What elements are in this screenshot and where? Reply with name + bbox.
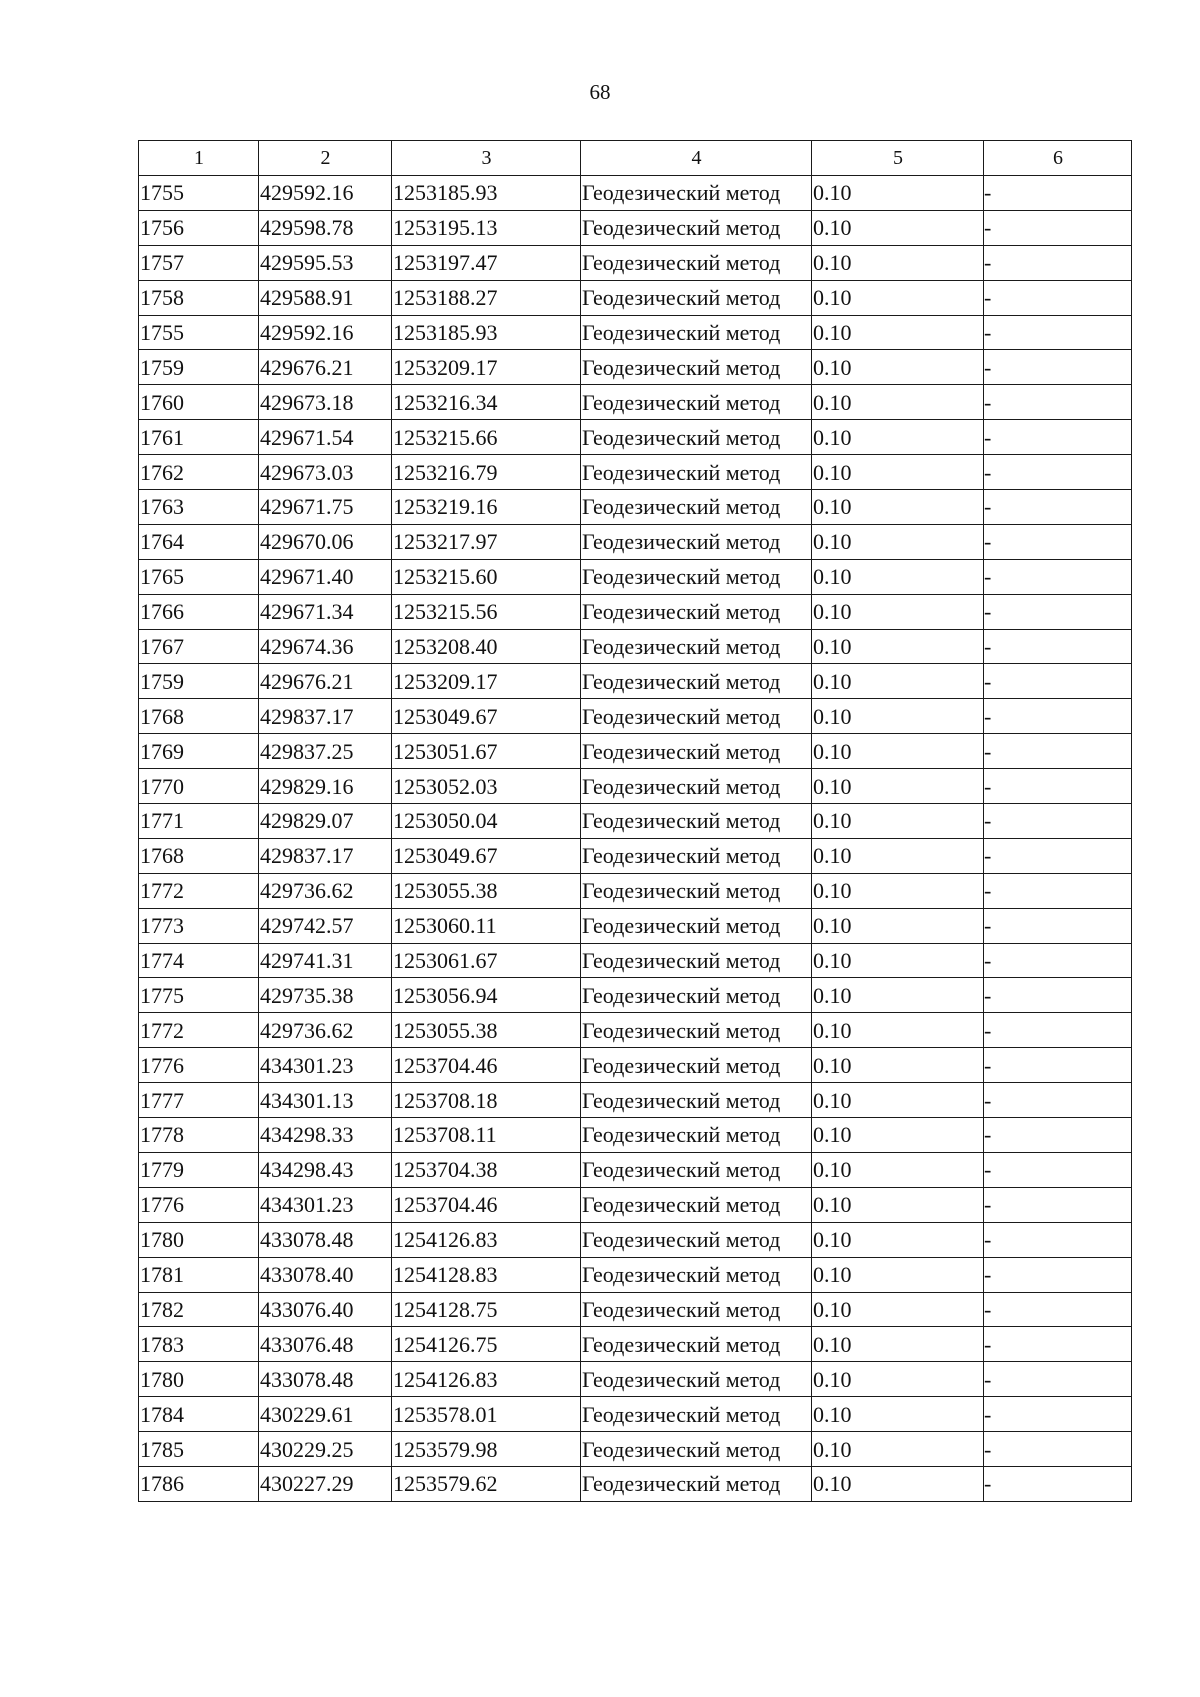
method-cell: Геодезический метод (581, 1222, 812, 1257)
table-row (139, 1362, 1132, 1397)
column-header-1: 1 (139, 141, 259, 176)
table-row (139, 594, 1132, 629)
note-cell: - (984, 1292, 1132, 1327)
note-cell: - (984, 769, 1132, 804)
table-row (139, 455, 1132, 490)
table-row (139, 350, 1132, 385)
accuracy-cell: 0.10 (812, 629, 984, 664)
y-coordinate-cell: 1253056.94 (392, 978, 581, 1013)
method-cell: Геодезический метод (581, 315, 812, 350)
y-coordinate-cell: 1254128.75 (392, 1292, 581, 1327)
table-row (139, 804, 1132, 839)
accuracy-cell: 0.10 (812, 524, 984, 559)
y-coordinate-cell: 1253051.67 (392, 734, 581, 769)
method-cell: Геодезический метод (581, 664, 812, 699)
x-coordinate-cell: 433078.48 (259, 1362, 392, 1397)
point-number-cell: 1757 (139, 245, 259, 280)
x-coordinate-cell: 433076.48 (259, 1327, 392, 1362)
x-coordinate-cell: 429735.38 (259, 978, 392, 1013)
point-number-cell: 1763 (139, 490, 259, 525)
point-number-cell: 1766 (139, 594, 259, 629)
point-number-cell: 1776 (139, 1187, 259, 1222)
note-cell: - (984, 908, 1132, 943)
x-coordinate-cell: 429671.40 (259, 559, 392, 594)
method-cell: Геодезический метод (581, 769, 812, 804)
point-number-cell: 1762 (139, 455, 259, 490)
coordinates-table (138, 140, 1132, 1502)
accuracy-cell: 0.10 (812, 978, 984, 1013)
y-coordinate-cell: 1253219.16 (392, 490, 581, 525)
point-number-cell: 1785 (139, 1432, 259, 1467)
note-cell: - (984, 1013, 1132, 1048)
y-coordinate-cell: 1253197.47 (392, 245, 581, 280)
method-cell: Геодезический метод (581, 978, 812, 1013)
table-row (139, 943, 1132, 978)
x-coordinate-cell: 429592.16 (259, 315, 392, 350)
table-row (139, 838, 1132, 873)
x-coordinate-cell: 429598.78 (259, 210, 392, 245)
note-cell: - (984, 245, 1132, 280)
point-number-cell: 1781 (139, 1257, 259, 1292)
table-row (139, 559, 1132, 594)
method-cell: Геодезический метод (581, 1466, 812, 1501)
accuracy-cell: 0.10 (812, 1466, 984, 1501)
y-coordinate-cell: 1253579.98 (392, 1432, 581, 1467)
column-header-4: 4 (581, 141, 812, 176)
method-cell: Геодезический метод (581, 1432, 812, 1467)
point-number-cell: 1769 (139, 734, 259, 769)
x-coordinate-cell: 434298.43 (259, 1152, 392, 1187)
page-number: 68 (589, 80, 611, 104)
x-coordinate-cell: 434301.23 (259, 1187, 392, 1222)
note-cell: - (984, 804, 1132, 839)
point-number-cell: 1770 (139, 769, 259, 804)
accuracy-cell: 0.10 (812, 490, 984, 525)
point-number-cell: 1784 (139, 1397, 259, 1432)
accuracy-cell: 0.10 (812, 385, 984, 420)
table-row (139, 385, 1132, 420)
table-row (139, 1222, 1132, 1257)
y-coordinate-cell: 1253216.79 (392, 455, 581, 490)
note-cell: - (984, 176, 1132, 211)
note-cell: - (984, 455, 1132, 490)
point-number-cell: 1772 (139, 1013, 259, 1048)
table-row (139, 664, 1132, 699)
y-coordinate-cell: 1253185.93 (392, 176, 581, 211)
point-number-cell: 1755 (139, 315, 259, 350)
x-coordinate-cell: 430229.25 (259, 1432, 392, 1467)
accuracy-cell: 0.10 (812, 734, 984, 769)
accuracy-cell: 0.10 (812, 1292, 984, 1327)
x-coordinate-cell: 430229.61 (259, 1397, 392, 1432)
y-coordinate-cell: 1253208.40 (392, 629, 581, 664)
accuracy-cell: 0.10 (812, 176, 984, 211)
note-cell: - (984, 664, 1132, 699)
note-cell: - (984, 559, 1132, 594)
x-coordinate-cell: 429673.18 (259, 385, 392, 420)
x-coordinate-cell: 429674.36 (259, 629, 392, 664)
table-row (139, 315, 1132, 350)
note-cell: - (984, 943, 1132, 978)
method-cell: Геодезический метод (581, 1257, 812, 1292)
point-number-cell: 1768 (139, 838, 259, 873)
y-coordinate-cell: 1253049.67 (392, 838, 581, 873)
x-coordinate-cell: 433078.40 (259, 1257, 392, 1292)
note-cell: - (984, 280, 1132, 315)
point-number-cell: 1782 (139, 1292, 259, 1327)
table-row (139, 176, 1132, 211)
x-coordinate-cell: 433076.40 (259, 1292, 392, 1327)
method-cell: Геодезический метод (581, 420, 812, 455)
accuracy-cell: 0.10 (812, 594, 984, 629)
table-row (139, 524, 1132, 559)
x-coordinate-cell: 429670.06 (259, 524, 392, 559)
y-coordinate-cell: 1253704.38 (392, 1152, 581, 1187)
y-coordinate-cell: 1253579.62 (392, 1466, 581, 1501)
method-cell: Геодезический метод (581, 734, 812, 769)
x-coordinate-cell: 434301.13 (259, 1083, 392, 1118)
table-row (139, 1257, 1132, 1292)
method-cell: Геодезический метод (581, 908, 812, 943)
note-cell: - (984, 629, 1132, 664)
accuracy-cell: 0.10 (812, 1257, 984, 1292)
accuracy-cell: 0.10 (812, 1048, 984, 1083)
y-coordinate-cell: 1253052.03 (392, 769, 581, 804)
accuracy-cell: 0.10 (812, 1432, 984, 1467)
point-number-cell: 1783 (139, 1327, 259, 1362)
point-number-cell: 1768 (139, 699, 259, 734)
table-row (139, 1083, 1132, 1118)
method-cell: Геодезический метод (581, 210, 812, 245)
column-header-2: 2 (259, 141, 392, 176)
note-cell: - (984, 1327, 1132, 1362)
y-coordinate-cell: 1253708.18 (392, 1083, 581, 1118)
accuracy-cell: 0.10 (812, 210, 984, 245)
method-cell: Геодезический метод (581, 245, 812, 280)
note-cell: - (984, 1397, 1132, 1432)
method-cell: Геодезический метод (581, 490, 812, 525)
point-number-cell: 1760 (139, 385, 259, 420)
point-number-cell: 1765 (139, 559, 259, 594)
accuracy-cell: 0.10 (812, 1152, 984, 1187)
y-coordinate-cell: 1254126.75 (392, 1327, 581, 1362)
x-coordinate-cell: 429676.21 (259, 350, 392, 385)
method-cell: Геодезический метод (581, 1362, 812, 1397)
note-cell: - (984, 1466, 1132, 1501)
table-row (139, 978, 1132, 1013)
x-coordinate-cell: 429736.62 (259, 1013, 392, 1048)
x-coordinate-cell: 434301.23 (259, 1048, 392, 1083)
method-cell: Геодезический метод (581, 1397, 812, 1432)
x-coordinate-cell: 429595.53 (259, 245, 392, 280)
accuracy-cell: 0.10 (812, 1327, 984, 1362)
note-cell: - (984, 1432, 1132, 1467)
point-number-cell: 1773 (139, 908, 259, 943)
x-coordinate-cell: 429671.34 (259, 594, 392, 629)
y-coordinate-cell: 1254126.83 (392, 1222, 581, 1257)
accuracy-cell: 0.10 (812, 1118, 984, 1153)
table-row (139, 1187, 1132, 1222)
y-coordinate-cell: 1253708.11 (392, 1118, 581, 1153)
note-cell: - (984, 420, 1132, 455)
note-cell: - (984, 873, 1132, 908)
table-row (139, 1327, 1132, 1362)
note-cell: - (984, 315, 1132, 350)
x-coordinate-cell: 429837.17 (259, 838, 392, 873)
x-coordinate-cell: 429592.16 (259, 176, 392, 211)
table-row (139, 734, 1132, 769)
x-coordinate-cell: 429588.91 (259, 280, 392, 315)
table-row (139, 1466, 1132, 1501)
method-cell: Геодезический метод (581, 594, 812, 629)
accuracy-cell: 0.10 (812, 838, 984, 873)
method-cell: Геодезический метод (581, 1292, 812, 1327)
point-number-cell: 1772 (139, 873, 259, 908)
y-coordinate-cell: 1253061.67 (392, 943, 581, 978)
note-cell: - (984, 1118, 1132, 1153)
table-row (139, 699, 1132, 734)
table-body (139, 176, 1132, 1502)
x-coordinate-cell: 429671.54 (259, 420, 392, 455)
x-coordinate-cell: 429673.03 (259, 455, 392, 490)
y-coordinate-cell: 1254128.83 (392, 1257, 581, 1292)
method-cell: Геодезический метод (581, 1118, 812, 1153)
column-header-3: 3 (392, 141, 581, 176)
method-cell: Геодезический метод (581, 1048, 812, 1083)
accuracy-cell: 0.10 (812, 943, 984, 978)
x-coordinate-cell: 429837.25 (259, 734, 392, 769)
accuracy-cell: 0.10 (812, 1362, 984, 1397)
accuracy-cell: 0.10 (812, 664, 984, 699)
method-cell: Геодезический метод (581, 1013, 812, 1048)
table-row (139, 873, 1132, 908)
accuracy-cell: 0.10 (812, 1397, 984, 1432)
x-coordinate-cell: 429676.21 (259, 664, 392, 699)
note-cell: - (984, 524, 1132, 559)
column-header-5: 5 (812, 141, 984, 176)
x-coordinate-cell: 429829.07 (259, 804, 392, 839)
table-row (139, 629, 1132, 664)
y-coordinate-cell: 1253049.67 (392, 699, 581, 734)
table-row (139, 245, 1132, 280)
x-coordinate-cell: 429741.31 (259, 943, 392, 978)
accuracy-cell: 0.10 (812, 699, 984, 734)
accuracy-cell: 0.10 (812, 245, 984, 280)
method-cell: Геодезический метод (581, 176, 812, 211)
point-number-cell: 1759 (139, 350, 259, 385)
point-number-cell: 1780 (139, 1222, 259, 1257)
note-cell: - (984, 350, 1132, 385)
accuracy-cell: 0.10 (812, 559, 984, 594)
point-number-cell: 1775 (139, 978, 259, 1013)
table-row (139, 1432, 1132, 1467)
table-header-row (139, 141, 1132, 176)
y-coordinate-cell: 1253050.04 (392, 804, 581, 839)
table-row (139, 1152, 1132, 1187)
point-number-cell: 1764 (139, 524, 259, 559)
y-coordinate-cell: 1253055.38 (392, 873, 581, 908)
y-coordinate-cell: 1253704.46 (392, 1187, 581, 1222)
method-cell: Геодезический метод (581, 838, 812, 873)
accuracy-cell: 0.10 (812, 1013, 984, 1048)
table-row (139, 1013, 1132, 1048)
method-cell: Геодезический метод (581, 385, 812, 420)
point-number-cell: 1774 (139, 943, 259, 978)
accuracy-cell: 0.10 (812, 873, 984, 908)
table-row (139, 1292, 1132, 1327)
accuracy-cell: 0.10 (812, 769, 984, 804)
note-cell: - (984, 210, 1132, 245)
accuracy-cell: 0.10 (812, 455, 984, 490)
point-number-cell: 1771 (139, 804, 259, 839)
method-cell: Геодезический метод (581, 804, 812, 839)
column-header-6: 6 (984, 141, 1132, 176)
y-coordinate-cell: 1253217.97 (392, 524, 581, 559)
accuracy-cell: 0.10 (812, 1083, 984, 1118)
table-row (139, 1048, 1132, 1083)
point-number-cell: 1780 (139, 1362, 259, 1397)
accuracy-cell: 0.10 (812, 420, 984, 455)
table-row (139, 908, 1132, 943)
point-number-cell: 1758 (139, 280, 259, 315)
point-number-cell: 1778 (139, 1118, 259, 1153)
method-cell: Геодезический метод (581, 943, 812, 978)
note-cell: - (984, 1083, 1132, 1118)
y-coordinate-cell: 1253578.01 (392, 1397, 581, 1432)
y-coordinate-cell: 1253215.60 (392, 559, 581, 594)
table-row (139, 420, 1132, 455)
method-cell: Геодезический метод (581, 1327, 812, 1362)
accuracy-cell: 0.10 (812, 804, 984, 839)
point-number-cell: 1777 (139, 1083, 259, 1118)
point-number-cell: 1767 (139, 629, 259, 664)
method-cell: Геодезический метод (581, 629, 812, 664)
note-cell: - (984, 1362, 1132, 1397)
method-cell: Геодезический метод (581, 1187, 812, 1222)
table-row (139, 1118, 1132, 1153)
accuracy-cell: 0.10 (812, 315, 984, 350)
method-cell: Геодезический метод (581, 280, 812, 315)
table-row (139, 490, 1132, 525)
accuracy-cell: 0.10 (812, 908, 984, 943)
x-coordinate-cell: 429671.75 (259, 490, 392, 525)
note-cell: - (984, 734, 1132, 769)
point-number-cell: 1786 (139, 1466, 259, 1501)
note-cell: - (984, 1222, 1132, 1257)
note-cell: - (984, 978, 1132, 1013)
table-row (139, 210, 1132, 245)
y-coordinate-cell: 1253209.17 (392, 350, 581, 385)
x-coordinate-cell: 429837.17 (259, 699, 392, 734)
note-cell: - (984, 1187, 1132, 1222)
point-number-cell: 1761 (139, 420, 259, 455)
x-coordinate-cell: 433078.48 (259, 1222, 392, 1257)
y-coordinate-cell: 1253055.38 (392, 1013, 581, 1048)
x-coordinate-cell: 429829.16 (259, 769, 392, 804)
point-number-cell: 1776 (139, 1048, 259, 1083)
point-number-cell: 1755 (139, 176, 259, 211)
method-cell: Геодезический метод (581, 873, 812, 908)
y-coordinate-cell: 1253188.27 (392, 280, 581, 315)
note-cell: - (984, 385, 1132, 420)
accuracy-cell: 0.10 (812, 280, 984, 315)
note-cell: - (984, 594, 1132, 629)
y-coordinate-cell: 1253209.17 (392, 664, 581, 699)
method-cell: Геодезический метод (581, 524, 812, 559)
y-coordinate-cell: 1253215.56 (392, 594, 581, 629)
x-coordinate-cell: 429736.62 (259, 873, 392, 908)
note-cell: - (984, 699, 1132, 734)
point-number-cell: 1759 (139, 664, 259, 699)
note-cell: - (984, 490, 1132, 525)
accuracy-cell: 0.10 (812, 1222, 984, 1257)
x-coordinate-cell: 430227.29 (259, 1466, 392, 1501)
table-row (139, 280, 1132, 315)
note-cell: - (984, 838, 1132, 873)
accuracy-cell: 0.10 (812, 1187, 984, 1222)
method-cell: Геодезический метод (581, 559, 812, 594)
y-coordinate-cell: 1253216.34 (392, 385, 581, 420)
method-cell: Геодезический метод (581, 699, 812, 734)
note-cell: - (984, 1257, 1132, 1292)
method-cell: Геодезический метод (581, 455, 812, 490)
y-coordinate-cell: 1253215.66 (392, 420, 581, 455)
table-row (139, 769, 1132, 804)
y-coordinate-cell: 1253185.93 (392, 315, 581, 350)
note-cell: - (984, 1048, 1132, 1083)
accuracy-cell: 0.10 (812, 350, 984, 385)
method-cell: Геодезический метод (581, 1083, 812, 1118)
point-number-cell: 1756 (139, 210, 259, 245)
x-coordinate-cell: 429742.57 (259, 908, 392, 943)
y-coordinate-cell: 1254126.83 (392, 1362, 581, 1397)
method-cell: Геодезический метод (581, 350, 812, 385)
x-coordinate-cell: 434298.33 (259, 1118, 392, 1153)
y-coordinate-cell: 1253704.46 (392, 1048, 581, 1083)
y-coordinate-cell: 1253060.11 (392, 908, 581, 943)
y-coordinate-cell: 1253195.13 (392, 210, 581, 245)
point-number-cell: 1779 (139, 1152, 259, 1187)
table-row (139, 1397, 1132, 1432)
note-cell: - (984, 1152, 1132, 1187)
method-cell: Геодезический метод (581, 1152, 812, 1187)
